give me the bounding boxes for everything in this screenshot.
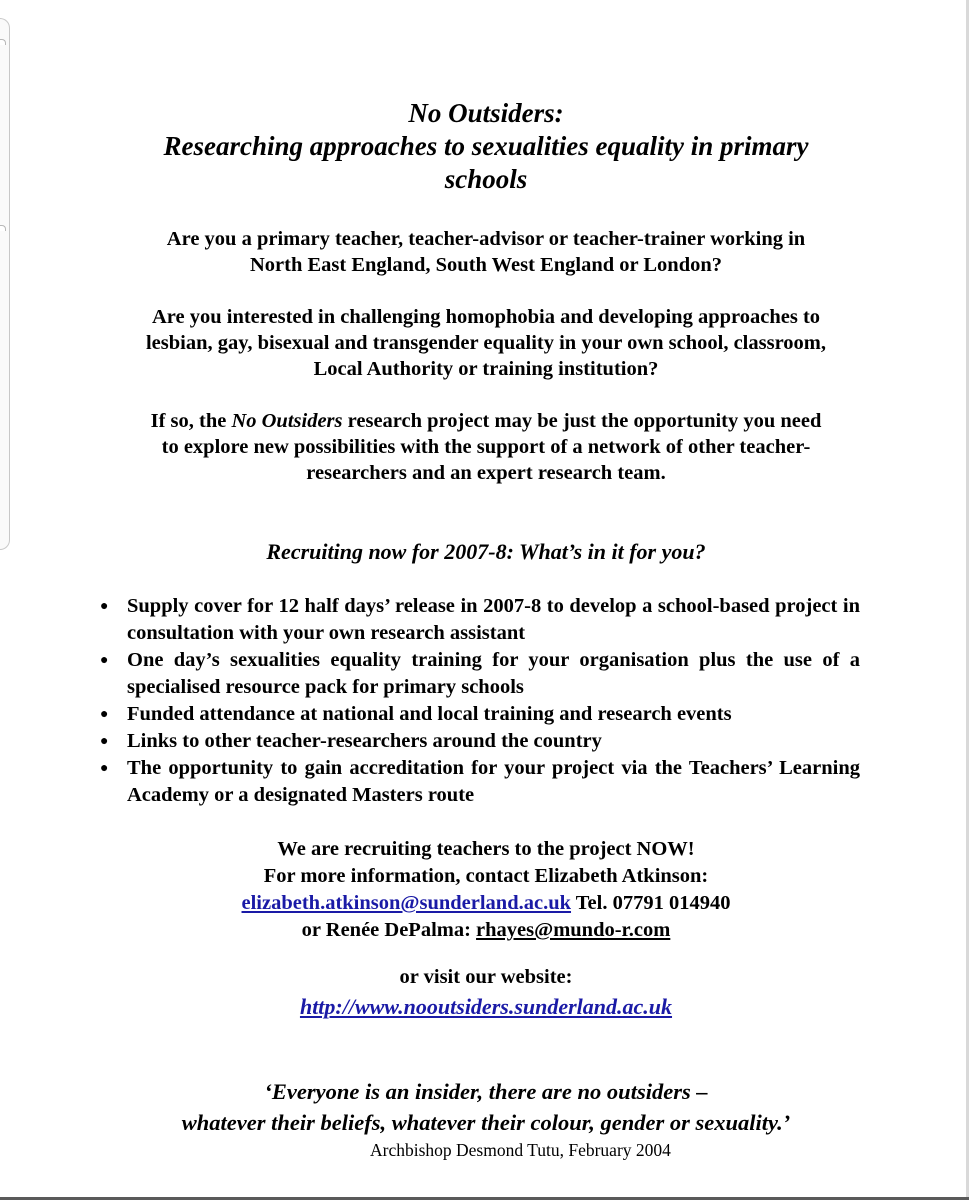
intro-q3-rest: research project may be just the opportunity you need: [342, 410, 822, 432]
contact-block: [60, 836, 912, 944]
quote-line-2: whatever their beliefs, whatever their colour, gender or sexuality.’: [181, 1110, 791, 1135]
email-link-atkinson[interactable]: elizabeth.atkinson@sunderland.ac.uk: [241, 892, 572, 914]
benefit-text: The opportunity to gain accreditation for your project via the Teachers’ Learning Academy or a designated Masters route: [127, 757, 860, 806]
contact-intro-text: For more information, contact Elizabeth Atkinson:: [263, 865, 709, 887]
intro-q2-line: Are you interested in challenging homophobia and developing approaches to: [151, 306, 821, 328]
benefit-text: Links to other teacher-researchers around the country: [127, 730, 602, 752]
bullet-icon: ●: [100, 734, 109, 749]
telephone-text: Tel. 07791 014940: [571, 892, 731, 914]
benefits-list: [100, 593, 860, 809]
depalma-prefix: or Renée DePalma:: [301, 919, 477, 941]
bullet-icon: ●: [100, 761, 109, 776]
project-name: No Outsiders: [231, 410, 343, 432]
bullet-icon: ●: [100, 599, 109, 614]
intro-q2-line: lesbian, gay, bisexual and transgender equality in your own school, classroom,: [145, 332, 827, 354]
website-link[interactable]: http://www.nooutsiders.sunderland.ac.uk: [299, 994, 673, 1019]
list-item: [100, 701, 860, 728]
contact-depalma-line: [60, 917, 912, 944]
visit-website-text: or visit our website:: [399, 966, 573, 988]
intro-question-2: [60, 304, 912, 382]
intro-q2-line: Local Authority or training institution?: [313, 358, 659, 380]
page-left-edge: [0, 18, 10, 550]
intro-q3-line-3: researchers and an expert research team.: [306, 462, 666, 484]
recruiting-now-text: We are recruiting teachers to the project NOW!: [277, 838, 695, 860]
title-line-3: schools: [444, 164, 528, 194]
title-line-2: Researching approaches to sexualities equality in primary: [163, 131, 809, 161]
intro-q3-line-1: [60, 408, 912, 434]
contact-email-line: [60, 890, 912, 917]
edge-notch: [0, 225, 6, 231]
recruiting-subheading: Recruiting now for 2007-8: What’s in it for you?: [266, 539, 706, 564]
benefit-text: One day’s sexualities equality training for your organisation plus the use of a specialised resource pack for primary schools: [127, 649, 860, 698]
bullet-icon: ●: [100, 707, 109, 722]
intro-q1-line: Are you a primary teacher, teacher-advisor or teacher-trainer working in: [166, 228, 806, 250]
edge-notch: [0, 39, 6, 45]
bullet-icon: ●: [100, 653, 109, 668]
list-item: [100, 755, 860, 809]
intro-paragraph-3: [60, 408, 912, 486]
list-item: [100, 593, 860, 647]
quote-line-1: ‘Everyone is an insider, there are no outsiders –: [264, 1079, 708, 1104]
intro-q3-line-2: to explore new possibilities with the support of a network of other teacher-: [161, 436, 811, 458]
website-line: [60, 992, 912, 1022]
quote-attribution: Archbishop Desmond Tutu, February 2004: [370, 1140, 671, 1160]
flyer-title: [60, 97, 912, 196]
title-line-1: No Outsiders:: [408, 98, 564, 128]
benefit-text: Supply cover for 12 half days’ release in 2007-8 to develop a school-based project in consultation with your own research assistant: [127, 595, 860, 644]
intro-q1-line: North East England, South West England or London?: [249, 254, 723, 276]
email-link-depalma[interactable]: rhayes@mundo-r.com: [476, 919, 671, 941]
tutu-quote: [60, 1076, 912, 1138]
intro-question-1: [60, 226, 912, 278]
benefit-text: Funded attendance at national and local training and research events: [127, 703, 732, 725]
list-item: [100, 647, 860, 701]
intro-q3-prefix: If so, the: [150, 410, 232, 432]
list-item: [100, 728, 860, 755]
